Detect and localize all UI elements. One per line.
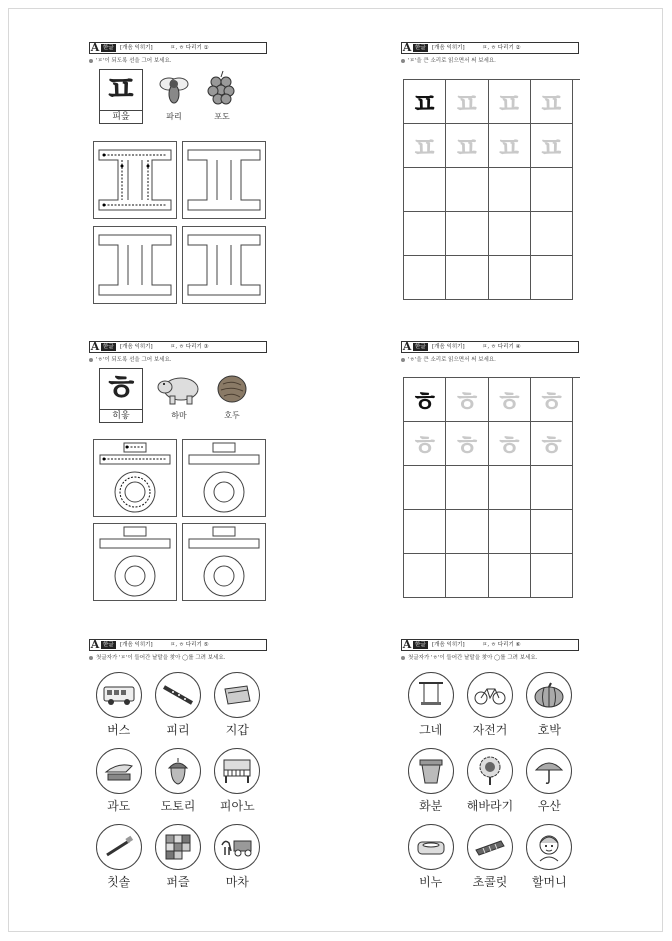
trace-letter[interactable]: ㅎ bbox=[446, 422, 488, 466]
panel-p-write bbox=[401, 41, 579, 164]
empty-cell[interactable] bbox=[489, 510, 531, 554]
word-label: 비누 bbox=[419, 875, 443, 889]
empty-cell[interactable] bbox=[404, 466, 446, 510]
empty-cell[interactable] bbox=[531, 168, 573, 212]
instruction: 'ㅍ'이 되도록 선을 그어 보세요. bbox=[89, 57, 267, 65]
panel-header bbox=[89, 639, 267, 651]
picture-label: 하마 bbox=[171, 411, 187, 420]
word-label: 자전거 bbox=[472, 723, 508, 737]
empty-cell[interactable] bbox=[489, 212, 531, 256]
flute-icon[interactable] bbox=[155, 672, 201, 718]
category-label: [개음 익히기] bbox=[432, 45, 465, 51]
empty-cell[interactable] bbox=[531, 466, 573, 510]
empty-cell[interactable] bbox=[489, 466, 531, 510]
empty-cell[interactable] bbox=[446, 168, 488, 212]
letter-card bbox=[99, 368, 143, 423]
empty-cell[interactable] bbox=[404, 554, 446, 598]
word-label: 피리 bbox=[166, 723, 190, 737]
word-label: 과도 bbox=[107, 799, 131, 813]
panel-h-write bbox=[401, 340, 579, 462]
trace-letter[interactable]: ㅍ bbox=[531, 124, 573, 168]
panel-p-find bbox=[89, 639, 267, 890]
letter-name: 피읖 bbox=[100, 110, 142, 123]
picture-label: 파리 bbox=[166, 112, 182, 121]
panel-h-trace bbox=[89, 341, 267, 423]
chocolate-icon[interactable] bbox=[467, 824, 513, 870]
word-label: 화분 bbox=[419, 799, 443, 813]
word-label: 도토리 bbox=[160, 799, 196, 813]
panel-header bbox=[401, 42, 579, 54]
empty-cell[interactable] bbox=[446, 510, 488, 554]
fly-icon bbox=[157, 69, 191, 111]
grandma-icon[interactable] bbox=[526, 824, 572, 870]
toothbrush-icon[interactable] bbox=[96, 824, 142, 870]
trace-box[interactable] bbox=[182, 523, 266, 601]
writing-grid[interactable] bbox=[403, 79, 580, 300]
empty-cell[interactable] bbox=[404, 212, 446, 256]
word-label: 피아노 bbox=[219, 799, 255, 813]
level-mark: A bbox=[90, 638, 100, 651]
trace-letter[interactable]: ㅍ bbox=[489, 80, 531, 124]
panel-title: ㅍ, ㅎ 다리기 ③ bbox=[170, 344, 209, 350]
panel-header bbox=[401, 639, 579, 651]
panel-p-trace bbox=[89, 42, 267, 124]
category-label: [개음 익히기] bbox=[120, 45, 153, 51]
level-mark: A bbox=[402, 638, 412, 651]
category-label: [개음 익히기] bbox=[120, 344, 153, 350]
empty-cell[interactable] bbox=[531, 510, 573, 554]
word-label: 우산 bbox=[537, 799, 561, 813]
subject-tag: 한글 bbox=[415, 45, 426, 51]
level-mark: A bbox=[90, 340, 100, 353]
grapes-icon bbox=[205, 69, 239, 111]
trace-box[interactable] bbox=[182, 226, 266, 304]
trace-letter[interactable]: ㅍ bbox=[531, 80, 573, 124]
bicycle-icon[interactable] bbox=[467, 672, 513, 718]
letter-name: 히읗 bbox=[100, 409, 142, 422]
word-label: 초콜릿 bbox=[472, 875, 508, 889]
level-mark: A bbox=[402, 41, 412, 54]
trace-letter[interactable]: ㅍ bbox=[446, 80, 488, 124]
empty-cell[interactable] bbox=[446, 554, 488, 598]
empty-cell[interactable] bbox=[404, 510, 446, 554]
trace-letter[interactable]: ㅎ bbox=[404, 422, 446, 466]
empty-cell[interactable] bbox=[446, 212, 488, 256]
word-label: 호박 bbox=[537, 723, 561, 737]
trace-letter[interactable]: ㅍ bbox=[489, 124, 531, 168]
picture-label: 포도 bbox=[214, 112, 230, 121]
panel-title: ㅍ, ㅎ 다리기 ② bbox=[482, 45, 521, 51]
word-label: 버스 bbox=[107, 723, 131, 737]
instruction: 'ㅍ'을 큰 소리로 읽으면서 써 보세요. bbox=[401, 57, 579, 65]
subject-tag: 한글 bbox=[103, 45, 114, 51]
wallet-icon[interactable] bbox=[214, 672, 260, 718]
panel-header bbox=[401, 341, 579, 353]
word-label: 그네 bbox=[419, 723, 443, 737]
instruction: 'ㅎ'을 큰 소리로 읽으면서 써 보세요. bbox=[401, 356, 579, 364]
trace-letter[interactable]: ㅎ bbox=[489, 422, 531, 466]
carriage-icon[interactable] bbox=[214, 824, 260, 870]
trace-letter[interactable]: ㅎ bbox=[531, 422, 573, 466]
hippo-icon bbox=[157, 368, 201, 410]
trace-box[interactable] bbox=[182, 141, 266, 219]
flowerpot-icon[interactable] bbox=[408, 748, 454, 794]
word-label: 칫솔 bbox=[107, 875, 131, 889]
panel-header bbox=[89, 42, 267, 54]
category-label: [개음 익히기] bbox=[120, 642, 153, 648]
trace-letter[interactable]: ㅍ bbox=[404, 124, 446, 168]
empty-cell[interactable] bbox=[404, 168, 446, 212]
walnut-icon bbox=[215, 368, 249, 410]
trace-box[interactable] bbox=[93, 141, 177, 219]
subject-tag: 한글 bbox=[103, 642, 114, 648]
category-label: [개음 익히기] bbox=[432, 642, 465, 648]
empty-cell[interactable] bbox=[531, 554, 573, 598]
trace-letter[interactable]: ㅎ bbox=[489, 378, 531, 422]
picture-label: 호두 bbox=[224, 411, 240, 420]
puzzle-icon[interactable] bbox=[155, 824, 201, 870]
subject-tag: 한글 bbox=[415, 344, 426, 350]
empty-cell[interactable] bbox=[446, 256, 488, 300]
panel-title: ㅍ, ㅎ 다리기 ① bbox=[170, 45, 209, 51]
empty-cell[interactable] bbox=[489, 168, 531, 212]
subject-tag: 한글 bbox=[103, 344, 114, 350]
acorn-icon[interactable] bbox=[155, 748, 201, 794]
word-label: 지갑 bbox=[225, 723, 249, 737]
category-label: [개음 익히기] bbox=[432, 344, 465, 350]
umbrella-icon[interactable] bbox=[526, 748, 572, 794]
empty-cell[interactable] bbox=[531, 212, 573, 256]
instruction: 'ㅎ'이 되도록 선을 그어 보세요. bbox=[89, 356, 267, 364]
panel-header bbox=[89, 341, 267, 353]
panel-title: ㅍ, ㅎ 다리기 ⑥ bbox=[482, 642, 521, 648]
panel-title: ㅍ, ㅎ 다리기 ④ bbox=[482, 344, 521, 350]
subject-tag: 한글 bbox=[415, 642, 426, 648]
trace-box[interactable] bbox=[93, 439, 177, 517]
model-letter: ㅍ bbox=[404, 80, 446, 124]
empty-cell[interactable] bbox=[489, 554, 531, 598]
level-mark: A bbox=[402, 340, 412, 353]
trace-box[interactable] bbox=[182, 439, 266, 517]
empty-cell[interactable] bbox=[489, 256, 531, 300]
level-mark: A bbox=[90, 41, 100, 54]
panel-h-find bbox=[401, 639, 579, 890]
pumpkin-icon[interactable] bbox=[526, 672, 572, 718]
empty-cell[interactable] bbox=[531, 256, 573, 300]
letter-glyph: ㅎ bbox=[103, 368, 139, 409]
instruction: 첫글자가 'ㅍ'이 들어간 낱말을 찾아 ◯를 그려 보세요. bbox=[89, 654, 267, 662]
sunflower-icon[interactable] bbox=[467, 748, 513, 794]
empty-cell[interactable] bbox=[446, 466, 488, 510]
empty-cell[interactable] bbox=[404, 256, 446, 300]
word-label: 해바라기 bbox=[466, 799, 514, 813]
trace-box[interactable] bbox=[93, 523, 177, 601]
swing-icon[interactable] bbox=[408, 672, 454, 718]
instruction: 첫글자가 'ㅎ'이 들어간 낱말을 찾아 ◯를 그려 보세요. bbox=[401, 654, 579, 662]
trace-letter[interactable]: ㅍ bbox=[446, 124, 488, 168]
letter-glyph: ㅍ bbox=[103, 69, 139, 110]
trace-box[interactable] bbox=[93, 226, 177, 304]
piano-icon[interactable] bbox=[214, 748, 260, 794]
panel-title: ㅍ, ㅎ 다리기 ⑤ bbox=[170, 642, 209, 648]
word-label: 마차 bbox=[225, 875, 249, 889]
word-label: 할머니 bbox=[531, 875, 567, 889]
knife-icon[interactable] bbox=[96, 748, 142, 794]
writing-grid[interactable] bbox=[403, 377, 580, 598]
trace-letter[interactable]: ㅎ bbox=[531, 378, 573, 422]
word-label: 퍼즐 bbox=[166, 875, 190, 889]
trace-letter[interactable]: ㅎ bbox=[446, 378, 488, 422]
model-letter: ㅎ bbox=[404, 378, 446, 422]
letter-card bbox=[99, 69, 143, 124]
soap-icon[interactable] bbox=[408, 824, 454, 870]
bus-icon[interactable] bbox=[96, 672, 142, 718]
